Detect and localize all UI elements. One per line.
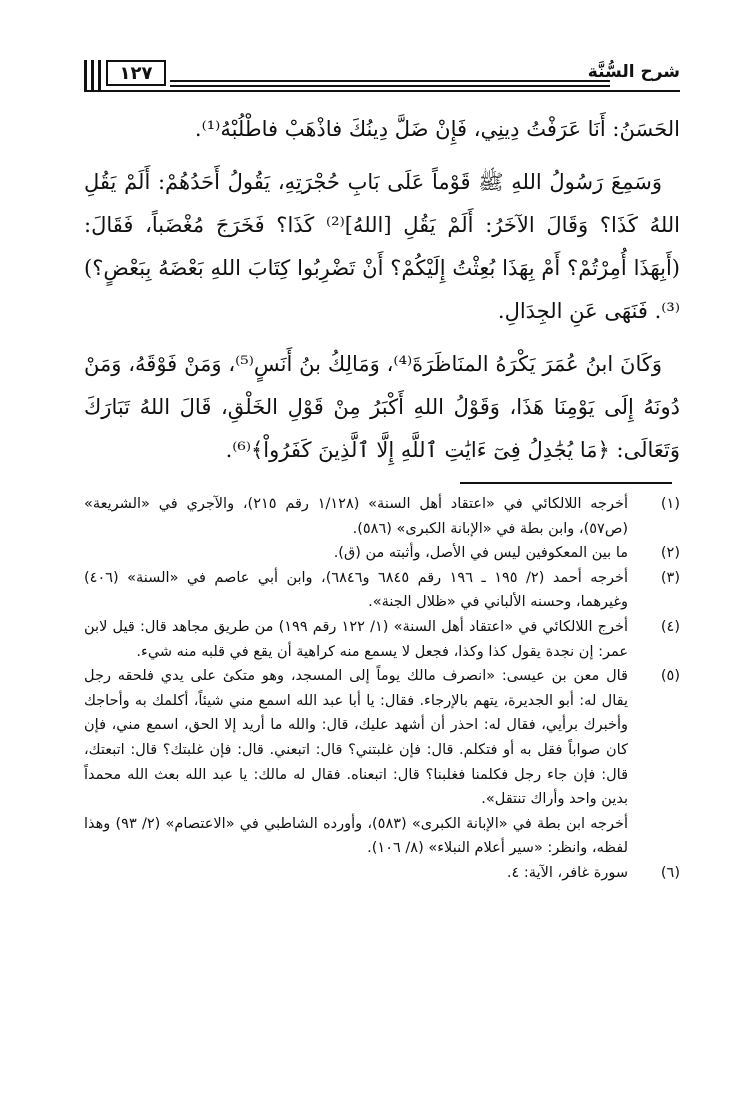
footnote-number: (٦) [660,864,680,881]
footnote-continuation: أخرجه ابن بطة في «الإبانة الكبرى» (٥٨٣)، وأورده الشاطبي في «الاعتصام» (٢/ ٩٣) وهذا لفظه، وانظر: «سير أعلام النبلاء» (٨/ ١٠٦). [84,815,628,857]
footnote-text: ما بين المعكوفين ليس في الأصل، وأثبته من (ق). [333,545,628,562]
footnote [84,664,680,812]
page-header [84,58,680,94]
footnote [84,566,680,615]
footnote-number: (١) [660,496,680,512]
header-rule [91,60,94,90]
header-rule [84,60,87,90]
paragraph: وَكَانَ ابنُ عُمَرَ يَكْرَهُ المنَاظَرَةَ⁽⁴⁾، وَمَالِكُ بنُ أَنَسٍ⁽⁵⁾، وَمَنْ فَوْقَهُ، وَمَنْ دُونَهُ إِلَى يَوْمِنَا هَذَا، وَقَوْلُ اللهِ أَكْبَرُ مِنْ قَوْلِ الخَلْقِ، قَالَ اللهُ تَبَارَكَ وَتَعَالَى: ﴿مَا يُجَٰدِلُ فِىٓ ءَايَٰتِ ٱللَّهِ إِلَّا ٱلَّذِينَ كَفَرُواْ﴾⁽⁶⁾. [84,352,680,462]
footnote-text: سورة غافر، الآية: ٤. [506,864,628,881]
footnote-number: (٢) [660,545,680,562]
footnote [84,541,680,566]
running-title: شرح السُّنَّة [587,62,680,82]
header-rule [170,85,610,87]
footnotes [84,492,680,886]
main-text [84,108,680,482]
footnote-text: أخرجه أحمد (٢/ ١٩٥ ـ ١٩٦ رقم ٦٨٤٥ و٦٨٤٦)، وابن أبي عاصم في «السنة» (٤٠٦) وغيرهما، وحسنه الألباني في «ظلال الجنة». [84,569,628,611]
paragraph: الحَسَنُ: أَنَا عَرَفْتُ دِينِي، فَإِنْ ضَلَّ دِينُكَ فاذْهَبْ فاطْلُبْهُ⁽¹⁾. [194,117,680,141]
header-rule [170,80,610,82]
footnote [84,861,680,886]
header-rule [84,90,680,92]
footnote-separator [460,482,672,484]
footnote [84,615,680,664]
footnote-number: (٥) [660,668,680,685]
footnote-text: أخرجه اللالكائي في «اعتقاد أهل السنة» (١/١٢٨ رقم ٢١٥)، والآجري في «الشريعة» (ص٥٧)، وابن بطة في «الإبانة الكبرى» (٥٨٦). [84,496,628,537]
footnote-text: أخرج اللالكائي في «اعتقاد أهل السنة» (١/ ١٢٢ رقم ١٩٩) من طريق مجاهد قال: قيل لابن عمر: إن نجدة يقول كذا وكذا، فجعل لا يسمع منه كراهية أن يقع في قلبه منه شيء. [84,618,628,660]
footnote-number: (٤) [660,618,680,635]
footnote-text: قال معن بن عيسى: «انصرف مالك يوماً إلى المسجد، وهو متكئ على يدي فلحقه رجل يقال له: أبو الجديرة، يتهم بالإرجاء. فقال: يا أبا عبد الله اسمع مني شيئاً، أكلمك به وأحاجك وأخبرك برأيي، فقال له: احذر أن أشهد عليك، قال: والله ما أريد إلا الحق، اسمع مني، فإن كان صواباً فقل به أو فتكلم. قال: فإن غلبتني؟ قال: اتبعني. قال: فإن غلبتك؟ قال: اتبعتك، قال: فإن جاء رجل فكلمنا فغلبنا؟ قال: اتبعناه. فقال له مالك: يا عبد الله بعث الله محمداً بدين واحد وأراك تنتقل». [84,668,628,808]
header-rule [98,60,101,90]
page-number: ١٢٧ [106,60,166,86]
footnote [84,492,680,541]
footnote-number: (٣) [660,569,680,586]
paragraph: وَسَمِعَ رَسُولُ اللهِ ﷺ قَوْماً عَلَى بَابِ حُجْرَتِهِ، يَقُولُ أَحَدُهُمْ: أَلَمْ يَقُلِ اللهُ كَذَا؟ وَقَالَ الآخَرُ: أَلَمْ يَقُلِ [اللهُ]⁽²⁾ كَذَا؟ فَخَرَجَ مُغْضَباً، فَقَالَ: (أَبِهَذَا أُمِرْتُمْ؟ أَمْ بِهَذَا بُعِثْتُ إِلَيْكُمْ؟ أَنْ تَضْرِبُوا كِتَابَ اللهِ بَعْضَهُ بِبَعْضٍ؟)⁽³⁾. فَنَهَى عَنِ الجِدَالِ. [84,170,681,323]
